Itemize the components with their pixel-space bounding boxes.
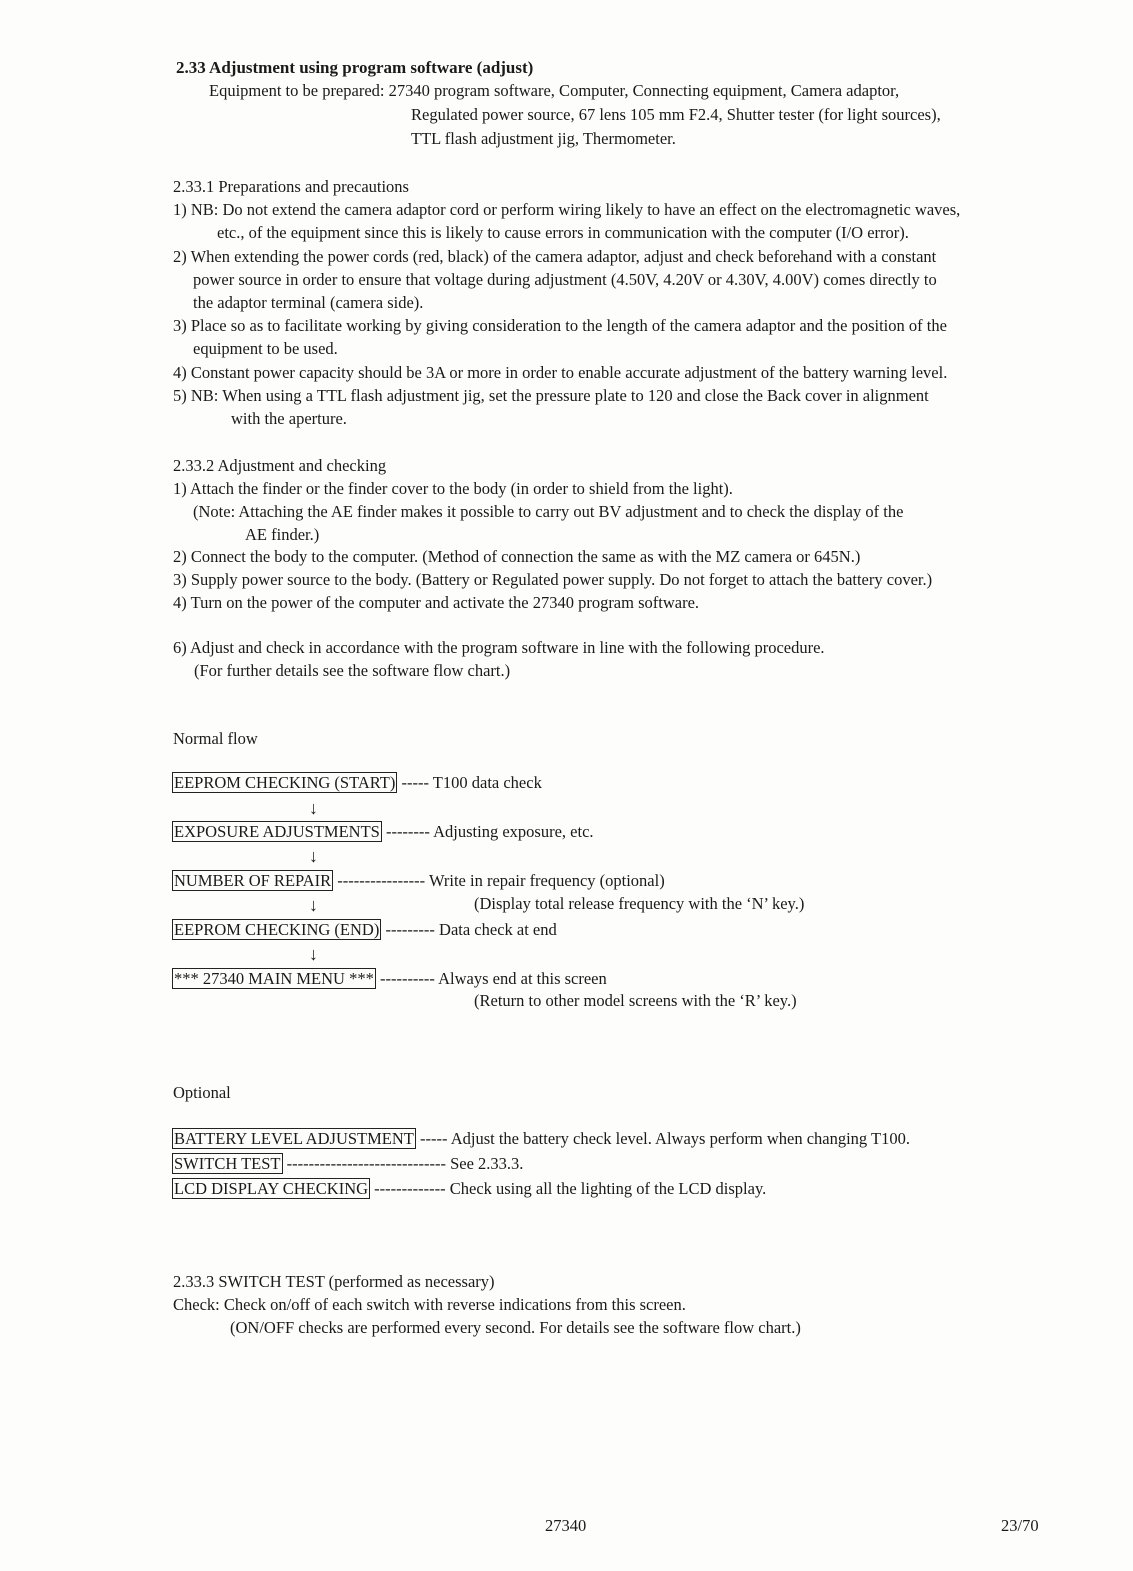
flow-arrow-icon: ↓ <box>309 846 318 866</box>
adjust-heading: 2.33.2 Adjustment and checking <box>173 456 387 475</box>
flow-step-box: EXPOSURE ADJUSTMENTS <box>174 822 380 841</box>
flow-step-dashes: ---------------- <box>337 871 426 890</box>
equipment-line-3: TTL flash adjustment jig, Thermometer. <box>411 129 676 148</box>
adjust-line: 6) Adjust and check in accordance with the program software in line with the following procedure. <box>173 638 825 657</box>
optional-item-dashes: ----- <box>419 1129 448 1148</box>
prep-line: with the aperture. <box>231 409 347 428</box>
optional-item-box: LCD DISPLAY CHECKING <box>174 1179 369 1198</box>
optional-item-box: SWITCH TEST <box>174 1154 281 1173</box>
optional-item-dashes: ------------- <box>374 1179 446 1198</box>
prep-heading: 2.33.1 Preparations and precautions <box>173 177 409 196</box>
optional-item-box: BATTERY LEVEL ADJUSTMENT <box>174 1129 414 1148</box>
adjust-line: 4) Turn on the power of the computer and activate the 27340 program software. <box>173 593 700 612</box>
switch-test-line-2: (ON/OFF checks are performed every second. For details see the software flow chart.) <box>230 1318 801 1337</box>
adjust-line: (Note: Attaching the AE finder makes it possible to carry out BV adjustment and to check the display of the <box>193 502 904 521</box>
prep-line: etc., of the equipment since this is likely to cause errors in communication with the computer (I/O error). <box>217 223 909 242</box>
adjust-line: (For further details see the software flow chart.) <box>194 661 511 680</box>
prep-line: 2) When extending the power cords (red, black) of the camera adaptor, adjust and check beforehand with a constant <box>173 247 937 266</box>
flow-step-dashes: --------- <box>385 920 435 939</box>
flow-step <box>172 821 594 842</box>
optional-item <box>172 1178 766 1199</box>
optional-item-dashes: ----------------------------- <box>286 1154 446 1173</box>
flow-step-note-2: (Display total release frequency with the ‘N’ key.) <box>474 894 805 913</box>
flow-step-note: Adjusting exposure, etc. <box>433 822 594 841</box>
flow-step-note: Data check at end <box>439 920 557 939</box>
adjust-line: 1) Attach the finder or the finder cover to the body (in order to shield from the light). <box>173 479 733 498</box>
optional-item-note: See 2.33.3. <box>450 1154 524 1173</box>
adjust-line: AE finder.) <box>245 525 320 544</box>
prep-line: 1) NB: Do not extend the camera adaptor cord or perform wiring likely to have an effect on the electromagnetic waves, <box>173 200 961 219</box>
flow-step-box: NUMBER OF REPAIR <box>174 871 332 890</box>
section-title: 2.33 Adjustment using program software (adjust) <box>176 58 534 77</box>
prep-line: 4) Constant power capacity should be 3A or more in order to enable accurate adjustment of the battery warning level. <box>173 363 948 382</box>
prep-line: the adaptor terminal (camera side). <box>193 293 424 312</box>
normal-flow-label: Normal flow <box>173 729 258 748</box>
flow-arrow-icon: ↓ <box>309 944 318 964</box>
flow-arrow-icon: ↓ <box>309 798 318 818</box>
flow-step-dashes: ----- <box>401 773 429 792</box>
equipment-line-1: Equipment to be prepared: 27340 program software, Computer, Connecting equipment, Camera adaptor, <box>209 81 900 100</box>
flow-step-dashes: -------- <box>385 822 430 841</box>
flow-step-box: EEPROM CHECKING (START) <box>174 773 396 792</box>
optional-item <box>172 1153 523 1174</box>
optional-item <box>172 1128 910 1149</box>
flow-step <box>172 870 665 891</box>
prep-line: equipment to be used. <box>193 339 338 358</box>
switch-test-line-1: Check: Check on/off of each switch with reverse indications from this screen. <box>173 1295 686 1314</box>
footer-page-number: 23/70 <box>1001 1516 1039 1535</box>
optional-item-note: Check using all the lighting of the LCD display. <box>449 1179 767 1198</box>
prep-line: 5) NB: When using a TTL flash adjustment jig, set the pressure plate to 120 and close the Back cover in alignment <box>173 386 929 405</box>
footer-model: 27340 <box>545 1516 587 1535</box>
optional-item-note: Adjust the battery check level. Always perform when changing T100. <box>450 1129 910 1148</box>
optional-label: Optional <box>173 1083 231 1102</box>
prep-line: 3) Place so as to facilitate working by giving consideration to the length of the camera adaptor and the position of the <box>173 316 947 335</box>
flow-step-note: Always end at this screen <box>438 969 607 988</box>
flow-step-box: *** 27340 MAIN MENU *** <box>174 969 374 988</box>
flow-step <box>172 772 542 793</box>
adjust-line: 2) Connect the body to the computer. (Method of connection the same as with the MZ camera or 645N.) <box>173 547 861 566</box>
flow-step-note: T100 data check <box>432 773 542 792</box>
flow-step-note-2: (Return to other model screens with the ‘R’ key.) <box>474 991 797 1010</box>
flow-arrow-icon: ↓ <box>309 895 318 915</box>
flow-step <box>172 919 557 940</box>
flow-step-note: Write in repair frequency (optional) <box>428 871 665 890</box>
flow-step-dashes: ---------- <box>379 969 435 988</box>
flow-step <box>172 968 607 989</box>
equipment-line-2: Regulated power source, 67 lens 105 mm F2.4, Shutter tester (for light sources), <box>411 105 941 124</box>
adjust-line: 3) Supply power source to the body. (Battery or Regulated power supply. Do not forget to attach the battery cover.) <box>173 570 933 589</box>
switch-test-heading: 2.33.3 SWITCH TEST (performed as necessary) <box>173 1272 495 1291</box>
prep-line: power source in order to ensure that voltage during adjustment (4.50V, 4.20V or 4.30V, 4.00V) comes directly to <box>193 270 937 289</box>
flow-step-box: EEPROM CHECKING (END) <box>174 920 380 939</box>
